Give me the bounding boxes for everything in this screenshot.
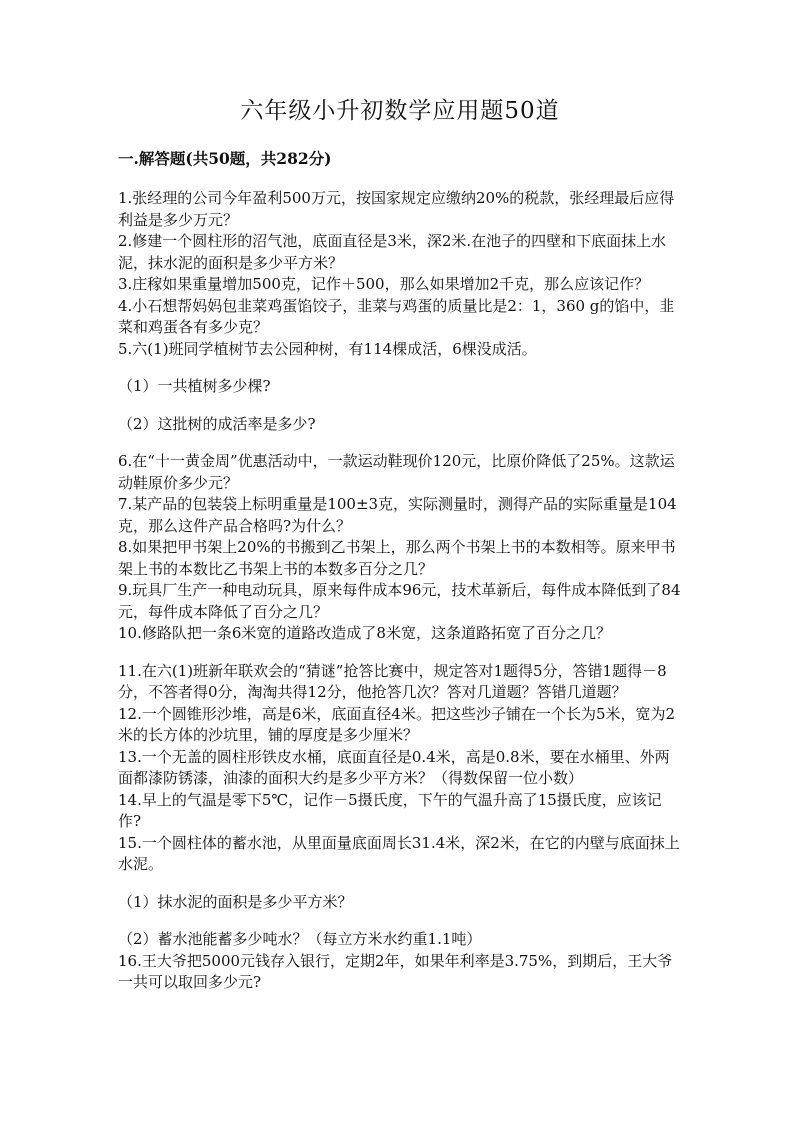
question-5-part-1: （1）一共植树多少棵? (118, 377, 271, 395)
question-2: 2.修建一个圆柱形的沼气池，底面直径是3米，深2米.在池子的四壁和下底面抹上水泥，抹水泥的面积是多少平方米？ (118, 232, 667, 272)
question-15-part-2: （2）蓄水池能蓄多少吨水？（每立方米水约重1.1吨） (118, 930, 482, 948)
question-7: 7.某产品的包装袋上标明重量是100±3克，实际测量时，测得产品的实际重量是104克，那么这件产品合格吗?为什么？ (118, 495, 677, 535)
question-12: 12.一个圆锥形沙堆，高是6米，底面直径4米。把这些沙子铺在一个长为5米，宽为2米的长方体的沙坑里，铺的厚度是多少厘米？ (118, 704, 676, 744)
question-9: 9.玩具厂生产一种电动玩具，原来每件成本96元，技术革新后，每件成本降低到了84元，每件成本降低了百分之几？ (118, 581, 681, 621)
question-10: 10.修路队把一条6米宽的道路改造成了8米宽，这条道路拓宽了百分之几？ (118, 624, 611, 642)
question-13: 13.一个无盖的圆柱形铁皮水桶，底面直径是0.4米，高是0.8米，要在水桶里、外两面都漆防锈漆，油漆的面积大约是多少平方米？（得数保留一位小数） (118, 747, 670, 787)
section-heading: 一.解答题(共50题，共282分) (118, 149, 332, 168)
question-list (118, 188, 682, 994)
question-4: 4.小石想帮妈妈包韭菜鸡蛋馅饺子，韭菜与鸡蛋的质量比是2：1，360 g的馅中，韭菜和鸡蛋各有多少克？ (118, 296, 675, 336)
question-11: 11.在六(1)班新年联欢会的“猜谜”抢答比赛中，规定答对1题得5分，答错1题得－8分，不答者得0分，淘淘共得12分，他抢答几次？答对几道题？答错几道题？ (118, 661, 667, 701)
question-6: 6.在“十一黄金周”优惠活动中，一款运动鞋现价120元，比原价降低了25%。这款运动鞋原价多少元？ (118, 452, 675, 492)
question-15: 15.一个圆柱体的蓄水池，从里面量底面周长31.4米，深2米，在它的内壁与底面抹上水泥。 (118, 833, 680, 873)
question-15-part-1: （1）抹水泥的面积是多少平方米？ (118, 892, 353, 911)
question-5-part-2: （2）这批树的成活率是多少? (118, 414, 316, 433)
question-3: 3.庄稼如果重量增加500克，记作＋500，那么如果增加2千克，那么应该记作？ (118, 275, 650, 293)
question-1: 1.张经理的公司今年盈利500万元，按国家规定应缴纳20%的税款，张经理最后应得利益是多少万元？ (118, 189, 675, 229)
question-16: 16.王大爷把5000元钱存入银行，定期2年，如果年利率是3.75%，到期后，王大爷一共可以取回多少元? (118, 951, 673, 991)
page-title: 六年级小升初数学应用题50道 (240, 98, 560, 124)
question-14: 14.早上的气温是零下5℃，记作－5摄氏度，下午的气温升高了15摄氏度，应该记作? (118, 790, 662, 830)
question-5: 5.六(1)班同学植树节去公园种树，有114棵成活，6棵没成活。 (118, 339, 537, 358)
spacer (118, 645, 682, 661)
question-8: 8.如果把甲书架上20%的书搬到乙书架上，那么两个书架上书的本数相等。原来甲书架上书的本数比乙书架上书的本数多百分之几？ (118, 538, 676, 578)
